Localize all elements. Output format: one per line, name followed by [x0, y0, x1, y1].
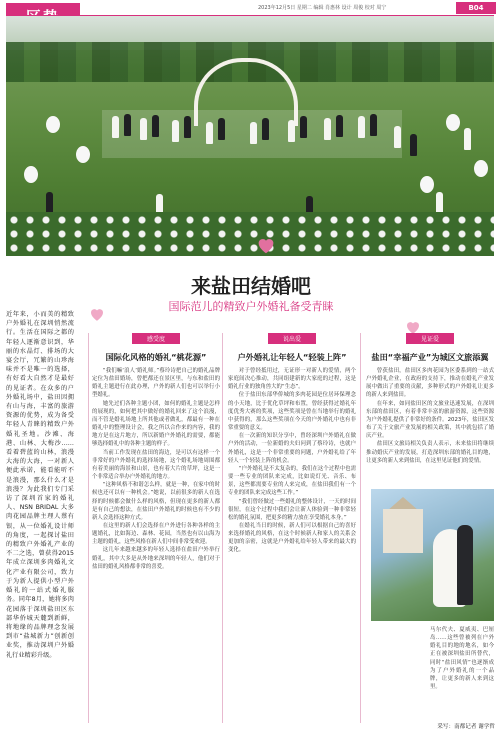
column-title: 国际化风格的婚礼“桃花源”	[105, 352, 207, 362]
column-body	[366, 367, 494, 465]
guest-figure	[464, 128, 471, 150]
balloon	[420, 176, 434, 193]
balloon	[24, 166, 38, 183]
castle	[383, 509, 423, 553]
column-body	[228, 367, 356, 555]
sidebar-paragraph: 马尔代夫、夏威夷、巴厘岛……这些曾被列在户外婚礼目的地的地名，如今正在被深圳盐田所替代，同时“盐田风情”也逐渐成为了户外婚礼的一个品牌，让更多的新人来到这里。	[430, 627, 494, 691]
byline: 采写：南都记者 谢学哲	[437, 724, 495, 730]
paragraph: 曾获盐田，盐田区多肉花园为区委系到的一站式户外婚礼企业，在政府的支持下，推动在婚礼产业发展中做出了重要的贡献，多种形式的户外婚礼让更多的新人来到盐田。	[366, 368, 494, 399]
groom-figure	[300, 116, 307, 138]
column-tag: 感受度	[132, 333, 180, 344]
column-tag: 见证爱	[406, 333, 454, 344]
balloon	[46, 116, 60, 133]
paragraph: 在一次新的知识分享中，曾经深圳户外婚礼在做户外的活动，一位新婚的夫妇问到了蔡玲诗，也就户外婚礼，这是一个非常重要的问题，户外婚礼给了年轻人一个轻装上阵的机会。	[228, 433, 356, 464]
groom-figure	[262, 118, 269, 140]
wedding-photo	[6, 16, 498, 269]
column-title: 盐田“幸福产业”为城区文旅添翼	[371, 352, 489, 362]
paragraph: 这几年来越来越多的年轻人选择在盐田户外举行婚礼，其中大多是从外地来深圳的年轻人，他们对于盐田的婚礼风格都非常的喜爱。	[92, 547, 220, 570]
bride-figure	[394, 126, 401, 148]
column-divider	[360, 333, 361, 723]
groom-figure	[124, 114, 131, 136]
paragraph: 盐田区文旅局相关负责人表示，未来盐田将继续推动婚庆产业的发展，打造深圳东部的婚礼目的地，让更多的新人来到盐田，在这里见证他们的爱情。	[366, 441, 494, 464]
lead-paragraph: 近年来，小而美的精致户外婚礼在深圳悄然流行。生活在国际之都的年轻人逐渐意识到，华丽的水晶灯、排场的大宴会厅，冗繁的山珍海味并不是唯一的选择，有好看大自然才是最好的见证者。在众多的户外婚礼场中，盐田因拥有山与海，丰富的旅游资源的优势，成为备受年轻人青睐的精致户外婚礼圣地。沙滩、海港、山林、大梅沙……看着碧蓝的山林，浪漫大海的大海，一对新人便此承诺，能看能听不是浪漫，那么什么才是浪漫？为此我们专门采访了深圳首家的婚礼人、NSN BRIDAL 大多肉花园品牌主理人蔡有银，从一位婚礼设计师的角度，一起探讨盐田的精致户外婚礼产业的不二之选，曾获得2015年成立深圳多肉婚礼文化产业有限公司，致力于为新人提供小型户外婚礼的一站式婚礼服务。同年8月，她将多肉花园落于深圳盐田区东部华侨城天麓到新鲜，将地缘的品牌理念发展到市“盐城新力”创新创业奖，推动深圳户外婚礼行业精彩升级。	[6, 311, 74, 659]
bride-figure	[140, 118, 147, 140]
balloon	[76, 146, 90, 163]
groom-figure	[336, 115, 343, 137]
paragraph: “这种风格不和谐怎么样，就是一种，在家中的时候也还可以有一种机会。”她说，以前很多的新人在选择的时候都会做什么样的风格，但现在更多的新人都是有自己的想法，在盐田户外婚礼的时候也有不少的新人会选择这种方式。	[92, 482, 220, 521]
balloon	[474, 160, 488, 177]
photo-caption: 2023年12月3日盐田举办集体婚礼，盐田区委宣传部供图	[381, 264, 498, 269]
paragraph: 位于盐田东部华侨城的多肉花园是位居环保理念的小天地，比于优化草坪和布置，曾经获得过婚礼年度优秀大赛的奖项，这些奖项是曾在当地举行的婚礼中获得的，那么这些奖项在今天的户外婚礼中也有非常重要的意义。	[228, 392, 356, 432]
groom-figure	[457, 525, 473, 605]
article-headline: 来盐田结婚吧	[191, 274, 311, 298]
article-subhead: 国际范儿的精致户外婚礼备受青睐	[168, 300, 334, 313]
column-body	[92, 367, 220, 571]
bride-figure	[358, 116, 365, 138]
heart-icon	[255, 234, 277, 256]
bride-figure	[206, 122, 213, 144]
paragraph: 在年来，如同盐田区的文旅业迅速发展，在深圳东部的盐田区，有着非常丰富的旅游资源，这些资源为户外婚礼提供了非常好的条件。2023年，盐田区发布了关于文旅产业发展的相关政策，其中就包括了婚庆产业。	[366, 400, 494, 440]
column-divider	[222, 333, 223, 723]
guest-figure	[46, 192, 53, 214]
bride-figure	[288, 120, 295, 142]
groom-figure	[152, 115, 159, 137]
guest-figure	[436, 192, 443, 214]
issue-info: 2023年12月5日 星期二 编辑 肖惠林 设计 周俊 校对 周宁	[258, 5, 387, 11]
column-tag: 说出爱	[268, 333, 316, 344]
paragraph: “我们嘛‘浪人’婚礼师。”蔡玲诗把自己的婚礼品牌定位为盐田婚场，曾把都还在景区里，与东和盐田的婚礼主题进行在此办理，户外的新人们也可以举行小型婚礼。	[92, 368, 220, 399]
guest-figure	[410, 134, 417, 156]
bride-figure	[324, 118, 331, 140]
column-title: 户外婚礼让年轻人“轻装上阵”	[237, 352, 347, 362]
groom-figure	[218, 118, 225, 140]
bride-figure	[112, 116, 119, 138]
paragraph: 对于曾经抵用过，无证形一对新人的爱情，两个家庭间决心推动，共同组建新的大家庭的过程，这是婚礼行业的独角兽大的“生态”。	[228, 368, 356, 391]
bride-figure	[250, 122, 257, 144]
column-2	[228, 333, 356, 723]
paragraph: 在这里的新人们会选择在户外进行各种各样的主题婚礼，比如海边、森林、花园，当然也有以山海为主题的婚礼，这些风格在新人们中间非常受欢迎。	[92, 522, 220, 546]
couple-photo	[371, 489, 494, 621]
column-1	[92, 333, 220, 723]
paragraph: “我们曾经做过一些婚礼的整体设计，一天的时间很短，在这个过程中我们会让新人体验到一种非常轻松的婚礼氛围，把更多的精力放在享受婚礼本身。”	[228, 498, 356, 521]
paragraph: 她先过们各种主题小团，如何的婚礼主题是怎样的展现的，如何把其中做好的婚礼回来了这个浪漫，而不管是婚礼场地上所其他或者做礼，都最有一种在婚礼中的整理设计会，我之所以合作来的内容，我的地方是在这片地方，所以新婚户外婚礼的需要，都能够选择婚礼中的各种主题的样子。	[92, 400, 220, 448]
groom-figure	[184, 116, 191, 138]
flower-border	[6, 212, 494, 256]
column-3	[366, 333, 494, 485]
paragraph: “户外婚礼是不太复杂的，我们在这个过程中也需要一些专业的团队来完成，比如说灯光、音乐、布景，这些都需要专业的人来完成，在盐田我们有一个专业的团队来完成这些工作。”	[228, 465, 356, 497]
groom-figure	[370, 114, 377, 136]
paragraph: 当前工作发现在盐田的海边，是可以有这样一个非常好的户外婚礼的选择场地，这个婚礼场地周围都有着美丽的海景和山景，也有着大片的草坪，这是一个非常适合举办户外婚礼的地方。	[92, 449, 220, 481]
bride-figure	[172, 120, 179, 142]
column-divider	[88, 333, 89, 723]
page-number: B04	[456, 2, 496, 14]
paragraph: 在婚礼当日的时候，新人们可以根据自己的喜好来选择婚礼的风格，在这个时候新人和家人的关系会更加的亲密，这就是户外婚礼给年轻人带来的最大的变化。	[228, 522, 356, 554]
balloon	[446, 114, 460, 131]
